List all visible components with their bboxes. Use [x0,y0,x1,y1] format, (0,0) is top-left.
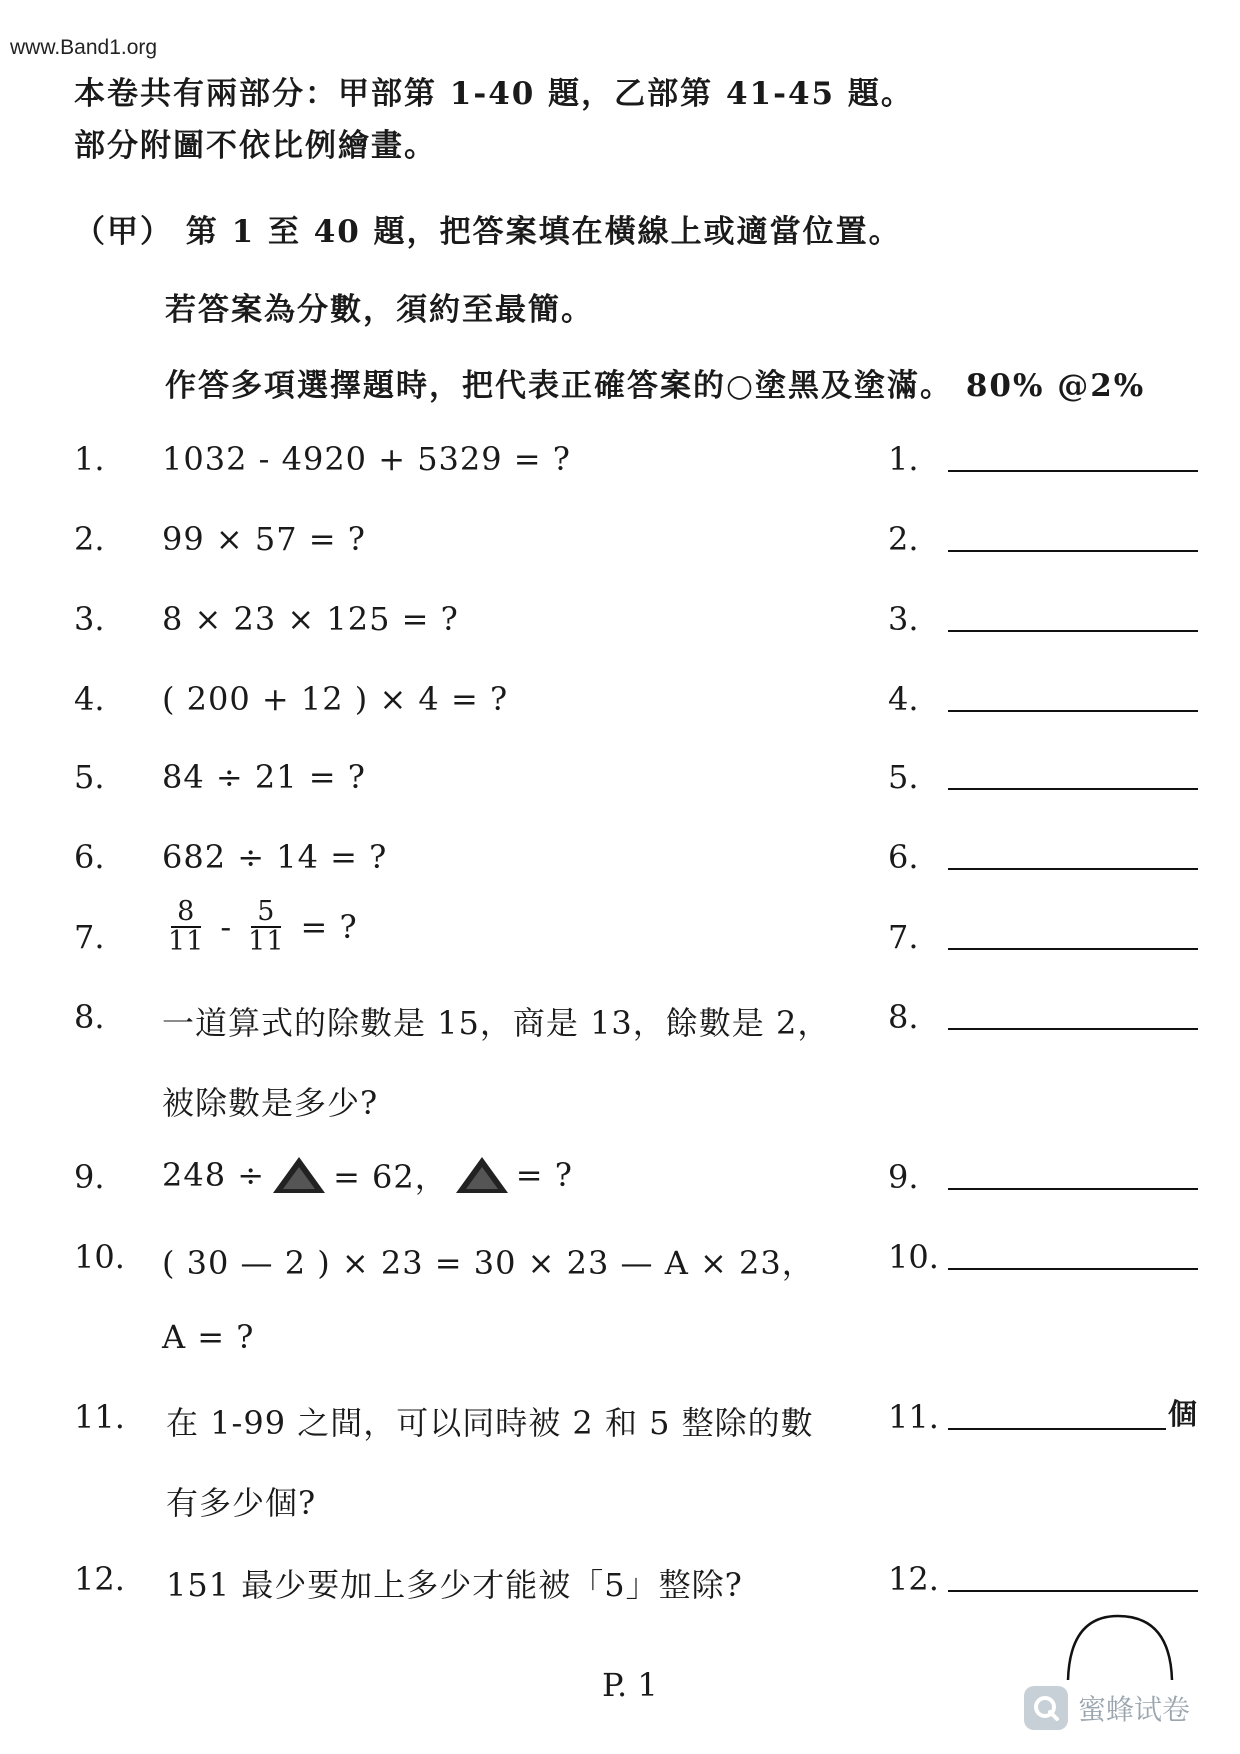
question-text: 一道算式的除數是 15，商是 13，餘數是 2， [162,1004,831,1042]
brand-watermark [1024,1686,1190,1730]
question-number: 10. [74,1238,125,1276]
site-watermark: www.Band1.org [10,36,158,59]
answer-number: 3. [888,600,919,638]
answer-number: 2. [888,520,919,558]
triangle-icon [271,1155,327,1195]
brand-name: 蜜蜂试卷 [1078,1693,1191,1726]
answer-line[interactable] [948,630,1198,632]
answer-number: 7. [888,918,919,956]
question-text: 8 × 23 × 125 = ? [162,600,459,638]
question-text: 1032 - 4920 + 5329 = ? [162,440,571,478]
fraction-2-denominator: 11 [248,926,285,958]
question-number: 7. [74,918,105,956]
answer-number: 9. [888,1158,919,1196]
expression-part-2: = 62， [333,1158,448,1196]
answer-line[interactable] [948,948,1198,950]
expression-part-3: = ? [515,1156,573,1194]
fraction-expression [162,898,358,957]
question-number: 5. [74,758,105,796]
question-number: 12. [74,1560,125,1598]
question-text: 151 最少要加上多少才能被「5」整除? [166,1566,743,1604]
question-text-continued: A = ? [162,1318,255,1356]
answer-line[interactable] [948,1188,1198,1190]
question-text: 99 × 57 = ? [162,520,366,558]
fraction-1-denominator: 11 [168,926,205,958]
answer-number: 10. [888,1238,939,1276]
answer-line[interactable] [948,868,1198,870]
section-a-heading: （甲） 第 1 至 40 題，把答案填在橫線上或適當位置。 [74,214,902,250]
answer-number: 6. [888,838,919,876]
question-text: 在 1-99 之間，可以同時被 2 和 5 整除的數 [166,1404,814,1442]
equation-tail: = ? [300,908,358,947]
question-text: 84 ÷ 21 = ? [162,758,366,796]
minus-sign: - [220,908,233,947]
answer-number: 4. [888,680,919,718]
answer-line[interactable] [948,1028,1198,1030]
fraction-1 [162,898,210,957]
intro-line-1: 本卷共有兩部分：甲部第 1-40 題，乙部第 41-45 題。 [74,76,914,112]
answer-number: 11. [888,1398,939,1436]
answer-line[interactable] [948,1428,1166,1430]
fraction-2 [242,898,290,957]
question-number: 11. [74,1398,125,1436]
question-number: 3. [74,600,105,638]
answer-line[interactable] [948,1590,1198,1592]
answer-line[interactable] [948,788,1198,790]
answer-unit: 個 [1168,1397,1198,1431]
question-text-continued: 被除數是多少? [162,1084,379,1122]
question-number: 4. [74,680,105,718]
answer-line[interactable] [948,1268,1198,1270]
brand-logo-icon [1024,1686,1068,1730]
triangle-icon [454,1155,510,1195]
section-a-note-mc: 作答多項選擇題時，把代表正確答案的○塗黑及塗滿。 80% @2% [165,368,1146,404]
question-number: 9. [74,1158,105,1196]
answer-number: 8. [888,998,919,1036]
answer-line[interactable] [948,470,1198,472]
question-text-continued: 有多少個? [166,1484,317,1522]
question-text: ( 200 + 12 ) × 4 = ? [162,680,509,718]
question-number: 6. [74,838,105,876]
answer-line[interactable] [948,710,1198,712]
section-a-note-fraction: 若答案為分數，須約至最簡。 [165,292,594,328]
question-text: ( 30 — 2 ) × 23 = 30 × 23 — A × 23， [162,1244,815,1282]
question-number: 2. [74,520,105,558]
question-text: 682 ÷ 14 = ? [162,838,388,876]
question-number: 8. [74,998,105,1036]
expression-part-1: 248 ÷ [162,1156,266,1194]
answer-number: 12. [888,1560,939,1598]
fraction-1-numerator: 8 [171,898,201,928]
answer-number: 1. [888,440,919,478]
answer-number: 5. [888,758,919,796]
arc-decoration [1060,1612,1180,1682]
triangle-expression [162,1152,573,1198]
page-number: P. 1 [602,1666,658,1704]
answer-line[interactable] [948,550,1198,552]
intro-line-2: 部分附圖不依比例繪畫。 [74,128,437,164]
fraction-2-numerator: 5 [251,898,281,928]
question-number: 1. [74,440,105,478]
